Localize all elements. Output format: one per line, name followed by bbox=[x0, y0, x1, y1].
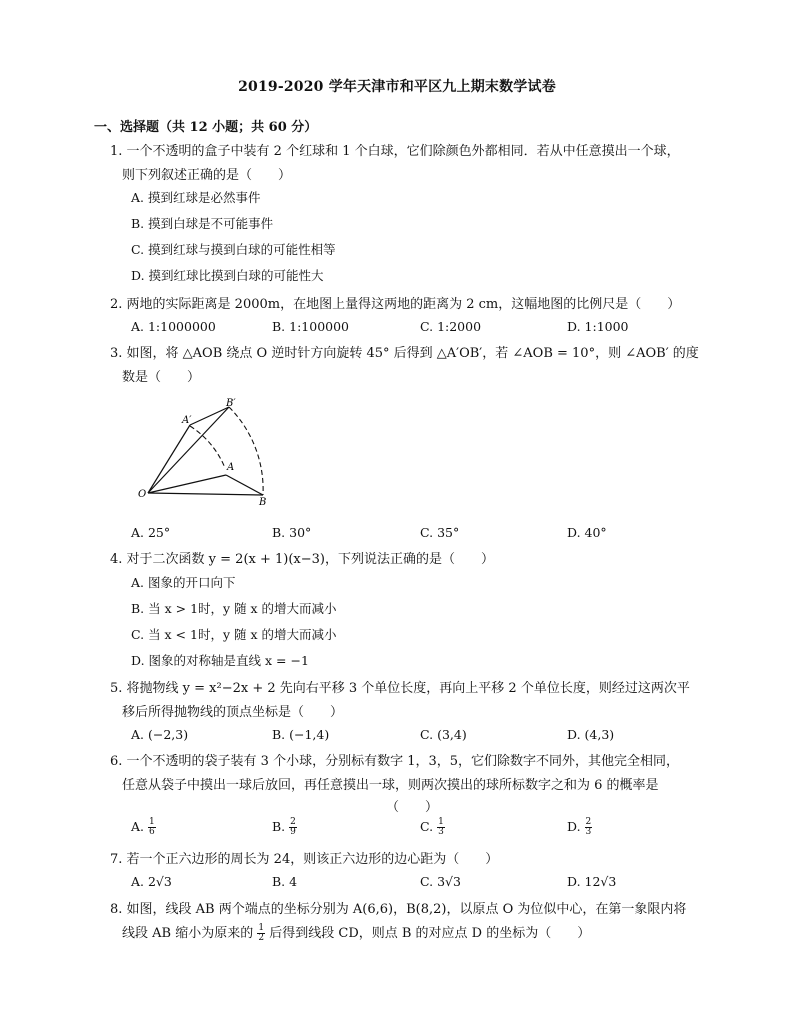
question-6-option-a-fraction bbox=[148, 818, 156, 837]
question-6-option-a bbox=[131, 818, 156, 837]
segment-oa1 bbox=[148, 425, 190, 493]
fraction-denominator: 3 bbox=[438, 827, 444, 837]
question-4-option-c: C. 当 x < 1时，y 随 x 的增大而减小 bbox=[131, 627, 337, 642]
arc-b-to-b1 bbox=[229, 407, 263, 495]
question-5-option-b: B. (−1,4) bbox=[272, 727, 330, 742]
segment-ab bbox=[226, 475, 263, 495]
question-6-option-b-fraction bbox=[289, 818, 297, 837]
question-6-option-c-letter: C. bbox=[420, 819, 434, 834]
fraction-numerator: 1 bbox=[149, 817, 155, 827]
question-8-stem-line2-part2: 后得到线段 CD，则点 B 的对应点 D 的坐标为（ ） bbox=[269, 926, 591, 941]
question-8 bbox=[110, 898, 710, 946]
question-4-option-a: A. 图象的开口向下 bbox=[131, 575, 236, 590]
question-6 bbox=[110, 750, 710, 798]
segment-oa bbox=[148, 475, 226, 493]
question-5 bbox=[110, 677, 710, 725]
label-a: A bbox=[227, 462, 235, 473]
question-7-option-d: D. 12√3 bbox=[567, 874, 617, 889]
question-5-option-a: A. (−2,3) bbox=[131, 727, 189, 742]
question-6-option-d-letter: D. bbox=[567, 819, 581, 834]
fraction-numerator: 1 bbox=[438, 817, 444, 827]
question-4-option-b: B. 当 x > 1时，y 随 x 的增大而减小 bbox=[131, 601, 337, 616]
label-a-prime: A′ bbox=[182, 415, 192, 426]
question-7 bbox=[110, 848, 710, 872]
question-7-option-c: C. 3√3 bbox=[420, 874, 461, 889]
question-2-stem: 2. 两地的实际距离是 2000m，在地图上量得这两地的距离为 2 cm，这幅地图的比例尺是（ ） bbox=[110, 297, 681, 312]
question-7-option-b: B. 4 bbox=[272, 874, 298, 889]
rotation-figure bbox=[130, 396, 280, 508]
label-b-prime: B′ bbox=[226, 398, 236, 409]
section-heading: 一、选择题（共 12 小题；共 60 分） bbox=[94, 120, 318, 135]
question-6-option-a-letter: A. bbox=[131, 819, 145, 834]
question-2-option-d: D. 1:1000 bbox=[567, 319, 629, 334]
question-3-stem-line1: 3. 如图，将 △AOB 绕点 O 逆时针方向旋转 45° 后得到 △A′OB′，若 ∠AOB = 10°，则 ∠AOB′ 的度 bbox=[110, 346, 699, 361]
question-8-stem-line2-part1: 线段 AB 缩小为原来的 bbox=[122, 926, 254, 941]
question-1-stem-line1: 1. 一个不透明的盒子中装有 2 个红球和 1 个白球，它们除颜色外都相同．若从中任意摸出一个球， bbox=[110, 144, 680, 159]
question-8-stem-line2 bbox=[110, 922, 710, 946]
question-1-option-d: D. 摸到红球比摸到白球的可能性大 bbox=[131, 268, 324, 283]
question-6-option-b bbox=[272, 818, 297, 837]
question-1-stem-line2: 则下列叙述正确的是（ ） bbox=[122, 168, 292, 183]
segment-a1b1 bbox=[190, 407, 229, 425]
question-6-option-b-letter: B. bbox=[272, 819, 286, 834]
question-3 bbox=[110, 342, 710, 390]
question-8-half-fraction bbox=[257, 924, 265, 943]
question-3-option-a: A. 25° bbox=[131, 525, 171, 540]
fraction-denominator: 2 bbox=[258, 933, 265, 943]
question-2-option-b: B. 1:100000 bbox=[272, 319, 350, 334]
question-6-answer-paren: （ ） bbox=[386, 800, 439, 815]
fraction-numerator: 2 bbox=[585, 817, 592, 827]
question-4-stem: 4. 对于二次函数 y = 2(x + 1)(x−3)，下列说法正确的是（ ） bbox=[110, 552, 494, 567]
arc-a-to-a1 bbox=[190, 426, 225, 468]
question-6-stem-line1: 6. 一个不透明的袋子装有 3 个小球，分别标有数字 1，3，5，它们除数字不同外，其他完全相同， bbox=[110, 754, 680, 769]
question-2-option-c: C. 1:2000 bbox=[420, 319, 482, 334]
question-7-option-a: A. 2√3 bbox=[131, 874, 172, 889]
question-8-stem-line1: 8. 如图，线段 AB 两个端点的坐标分别为 A(6,6)，B(8,2)，以原点 O 为位似中心，在第一象限内将 bbox=[110, 902, 687, 917]
fraction-numerator: 1 bbox=[258, 923, 265, 933]
question-3-stem-line2: 数是（ ） bbox=[122, 370, 201, 385]
question-6-option-c-fraction bbox=[437, 818, 445, 837]
segment-ob bbox=[148, 493, 263, 495]
label-b: B bbox=[259, 497, 267, 508]
question-6-option-d bbox=[567, 818, 592, 837]
question-1-option-c: C. 摸到红球与摸到白球的可能性相等 bbox=[131, 242, 336, 257]
question-2 bbox=[110, 293, 710, 317]
fraction-denominator: 3 bbox=[585, 827, 592, 837]
fraction-numerator: 2 bbox=[290, 817, 296, 827]
document-title: 2019-2020 学年天津市和平区九上期末数学试卷 bbox=[238, 79, 556, 95]
question-5-option-c: C. (3,4) bbox=[420, 727, 467, 742]
question-5-stem-line1: 5. 将抛物线 y = x²−2x + 2 先向右平移 3 个单位长度，再向上平移 2 个单位长度，则经过这两次平 bbox=[110, 681, 690, 696]
fraction-denominator: 6 bbox=[149, 827, 155, 837]
question-3-option-b: B. 30° bbox=[272, 525, 312, 540]
question-6-stem-line2: 任意从袋子中摸出一球后放回，再任意摸出一球，则两次摸出的球所标数字之和为 6 的概率是 bbox=[122, 778, 659, 793]
question-3-option-d: D. 40° bbox=[567, 525, 607, 540]
question-5-option-d: D. (4,3) bbox=[567, 727, 615, 742]
question-2-option-a: A. 1:1000000 bbox=[131, 319, 216, 334]
question-1 bbox=[110, 140, 710, 188]
question-6-option-d-fraction bbox=[585, 818, 593, 837]
label-o: O bbox=[138, 489, 147, 500]
question-4-option-d: D. 图象的对称轴是直线 x = −1 bbox=[131, 653, 309, 668]
question-1-option-b: B. 摸到白球是不可能事件 bbox=[131, 216, 274, 231]
fraction-denominator: 9 bbox=[290, 827, 296, 837]
question-5-stem-line2: 移后所得抛物线的顶点坐标是（ ） bbox=[122, 705, 344, 720]
question-3-option-c: C. 35° bbox=[420, 525, 460, 540]
question-6-option-c bbox=[420, 818, 445, 837]
question-7-stem: 7. 若一个正六边形的周长为 24，则该正六边形的边心距为（ ） bbox=[110, 852, 499, 867]
question-1-option-a: A. 摸到红球是必然事件 bbox=[131, 190, 261, 205]
question-4 bbox=[110, 548, 710, 572]
